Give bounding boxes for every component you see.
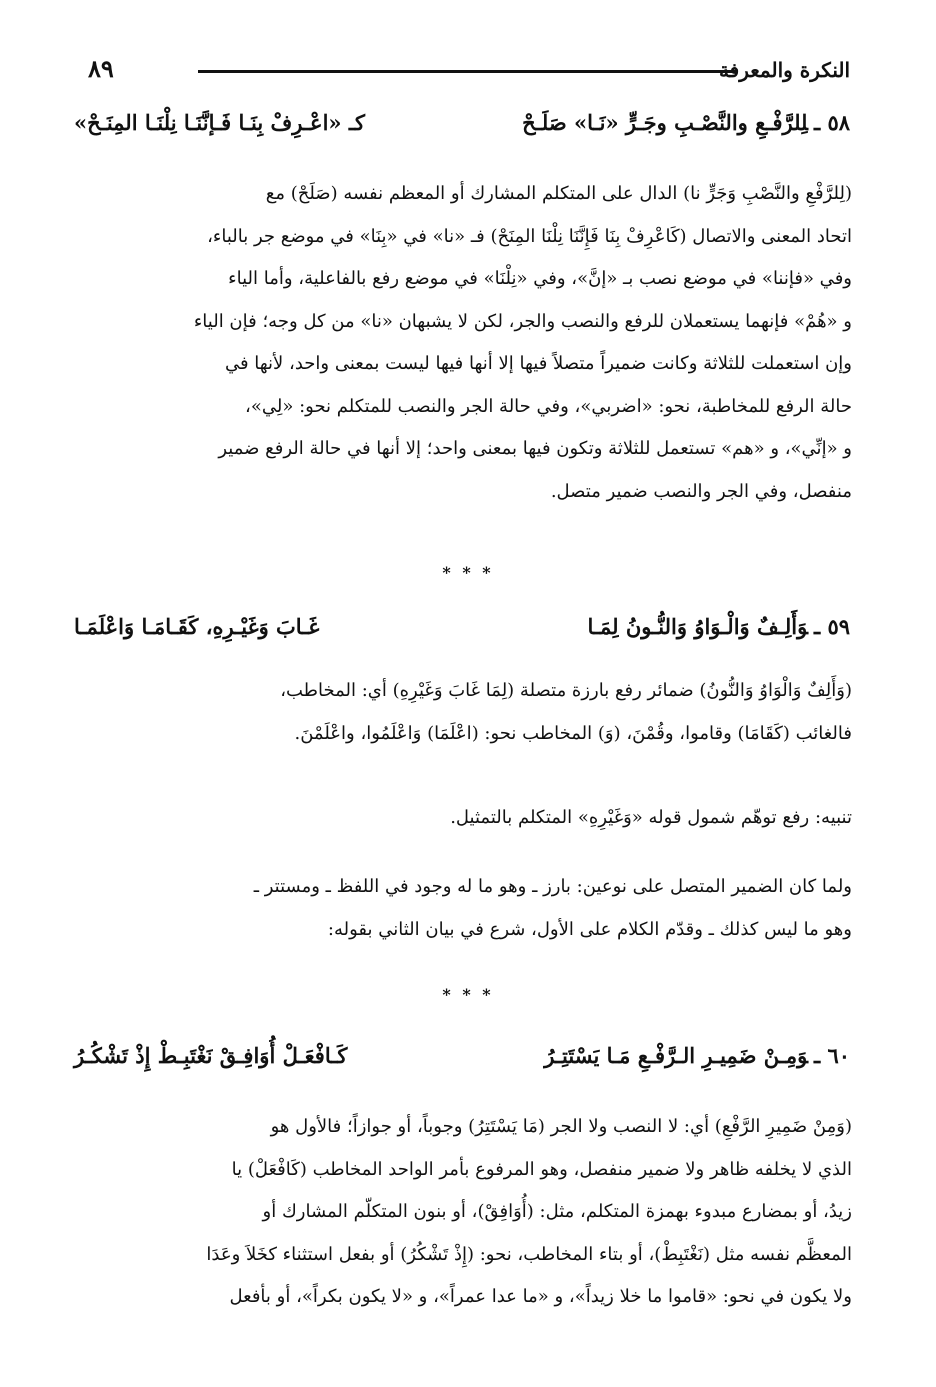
text-line: و «إنِّي»، و «هم» تستعمل للثلاثة وتكون فيها بمعنى واحد؛ إلا أنها في حالة الرفع ضمير — [218, 438, 852, 459]
text-line: (لِلرَّفْعِ والنَّصْبِ وَجَرٍّ نا) الدال على المتكلم المشارك أو المعظم نفسه (صَلَحْ) مع — [265, 183, 852, 204]
verse-59 — [74, 614, 850, 654]
text-line: وفي «فإننا» في موضع نصب بـ «إنَّ»، وفي «نِلْنَا» في موضع رفع بالفاعلية، وأما الياء — [228, 268, 852, 289]
text-line: حالة الرفع للمخاطبة، نحو: «اضربي»، وفي حالة الجر والنصب للمتكلم نحو: «لِي»، — [245, 395, 852, 417]
text-line: و «هُمْ» فإنهما يستعملان للرفع والنصب والجر، لكن لا يشبهان «نا» من كل وجه؛ فإن الياء — [193, 310, 852, 332]
text-line: ولما كان الضمير المتصل على نوعين: بارز ـ وهو ما له وجود في اللفظ ـ ومستتر ـ — [253, 876, 852, 897]
text-line: (وَمِنْ ضَمِيرِ الرَّفْعِ) أي: لا النصب ولا الجر (مَا يَسْتَتِرُ) وجوباً، أو جوازاً؛ فالأول هو — [270, 1116, 852, 1137]
verse-58-second-half: كـ «اعْـرِفْ بِنَـا فَـإنَّنَـا نِلْنَـا المِنَـحْ» — [74, 110, 365, 135]
page-header — [80, 52, 850, 92]
note-paragraph — [72, 797, 852, 840]
verse-58-first-half — [522, 110, 850, 135]
text-line: المعظَّم نفسه مثل (نَغْتَبِطْ)، أو بتاء المخاطب، نحو: (إِذْ تَشْكُرُ) أو بفعل استثناء كخَلاَ وعَدَا — [206, 1243, 852, 1265]
verse-59-first-half-text: وَأَلِـفٌ وَالْـوَاوُ وَالنُّـونُ لِمَـا — [587, 614, 808, 639]
verse-60-second-half: كَـافْعَـلْ أُوَافِـقْ نَغْتَبِـطْ إِذْ تَشْكُـرُ — [74, 1043, 348, 1068]
note-text: تنبيه: رفع توهّم شمول قوله «وَغَيْرِهِ» المتكلم بالتمثيل. — [450, 807, 852, 828]
section-separator: * * * — [442, 563, 494, 582]
page-number: ٨٩ — [88, 54, 114, 83]
verse-59-second-half: غَـابَ وَغَيْـرِهِ، كَقَـامَـا وَاعْلَمَـا — [74, 614, 320, 639]
section-separator: * * * — [442, 985, 494, 1004]
verse-60-first-half-text: وَمِـنْ ضَمِيـرِ الـرَّفْـعِ مَـا يَسْتَتِـرُ — [544, 1043, 808, 1068]
text-line: وهو ما ليس كذلك ـ وقدّم الكلام على الأول، شرع في بيان الثاني بقوله: — [327, 918, 852, 940]
verse-60-number: ٦٠ ـ — [813, 1043, 850, 1068]
text-line: الذي لا يخلفه ظاهر ولا ضمير منفصل، وهو المرفوع بأمر الواحد المخاطب (كَافْعَلْ) يا — [231, 1158, 852, 1180]
verse-58-first-half-text: لِلرَّفْـعِ والنَّصْـبِ وجَـرٍّ «نَـا» صَلَـحْ — [522, 110, 808, 135]
text-line: منفصل، وفي الجر والنصب ضمير متصل. — [550, 480, 852, 502]
commentary-60 — [72, 1106, 852, 1319]
text-line: وإن استعملت للثلاثة وكانت ضميراً متصلاً فيها إلا أنها فيها ليست بمعنى واحد، لأنها في — [224, 353, 852, 374]
text-line: زيدُ، أو بمضارع مبدوء بهمزة المتكلم، مثل: (أُوَافِقْ)، أو بنون المتكلّم المشارك أو — [262, 1201, 852, 1222]
text-line: (وَأَلِفٌ وَالْوَاوُ وَالنُّونُ) ضمائر رفع بارزة متصلة (لِمَا غَابَ وَغَيْرِهِ) أي: المخاطب، — [280, 680, 852, 701]
commentary-59 — [72, 670, 852, 755]
verse-58 — [74, 110, 850, 150]
header-rule — [198, 70, 738, 73]
verse-59-first-half — [587, 614, 850, 639]
commentary-58 — [72, 173, 852, 513]
verse-58-number: ٥٨ ـ — [813, 110, 850, 135]
verse-60 — [74, 1043, 850, 1083]
transition-paragraph — [72, 866, 852, 951]
text-line: ولا يكون في نحو: «قاموا ما خلا زيداً»، و «ما عدا عمراً»، و «لا يكون بكراً»، أو بأفعل — [229, 1286, 852, 1307]
verse-60-first-half — [544, 1043, 850, 1068]
chapter-title: النكرة والمعرفة — [718, 58, 850, 82]
text-line: اتحاد المعنى والاتصال (كَاعْرِفْ بِنَا فَإِنَّنَا نِلْنَا المِنَحْ) فـ «نا» في «بِنَا» في موضع جر بالباء، — [207, 225, 852, 247]
verse-59-number: ٥٩ ـ — [813, 614, 850, 639]
text-line: فالغائب (كَقَامَا) وقاموا، وقُمْنَ، (وَ) المخاطب نحو: (اعْلَمَا) وَاعْلَمُوا، واعْلَمْنَ. — [294, 722, 852, 744]
